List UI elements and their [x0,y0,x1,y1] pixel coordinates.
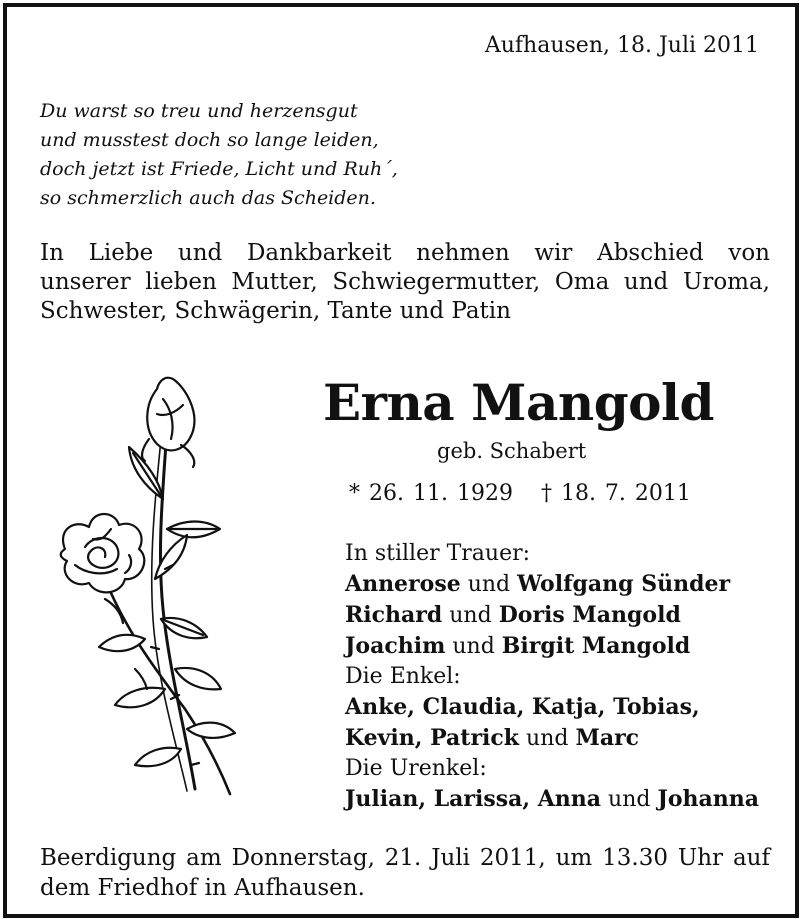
place-date: Aufhausen, 18. Juli 2011 [484,33,759,58]
intro-text [40,239,770,326]
funeral-line: Beerdigung am Donnerstag, 21. Juli 2011, um 13.30 Uhr auf [40,845,770,871]
mourner-name: Richard [345,602,443,628]
conjunction: und [526,726,569,751]
mourner-line [345,631,759,662]
intro-line: In Liebe und Dankbarkeit nehmen wir Abschied von [40,240,770,266]
poem-line: Du warst so treu und herzensgut [40,100,358,122]
mourner-name: Annerose [345,571,461,597]
maiden-name: geb. Schabert [437,439,587,463]
poem [40,97,398,213]
funeral-notice [40,843,770,903]
mourner-name: Anke, Claudia, Katja, Tobias, [345,694,700,720]
mourner-name: Kevin, Patrick [345,725,520,751]
poem-line: so schmerzlich auch das Scheiden. [40,187,376,209]
conjunction: und [608,787,651,812]
mourner-line [345,692,759,723]
conjunction: und [449,603,492,628]
conjunction: und [467,572,511,597]
birth-date: * 26. 11. 1929 [349,481,513,506]
poem-line: und musstest doch so lange leiden, [40,129,379,151]
mourner-line [345,600,759,631]
mourner-line [345,723,759,754]
poem-line: doch jetzt ist Friede, Licht und Ruh´, [40,158,398,180]
mourner-name: Julian, Larissa, Anna [345,786,602,812]
mourner-name: Wolfgang Sünder [517,571,731,597]
mourner-name: Johanna [657,786,760,812]
conjunction: und [452,634,495,659]
mourner-name: Joachim [345,633,446,659]
deceased-name: Erna Mangold [323,373,714,432]
obituary-frame [3,3,799,918]
mourner-name: Doris Mangold [498,602,681,628]
mourners-list [345,539,759,815]
mourner-name: Marc [575,725,640,751]
rose-illustration [45,369,245,799]
mourner-line [345,784,759,815]
mourner-name: Birgit Mangold [501,633,691,659]
intro-line: unserer lieben Mutter, Schwiegermutter, Oma und Uroma, [40,269,770,295]
mourner-line [345,569,759,600]
mourners-heading: In stiller Trauer: [345,541,531,566]
intro-line: Schwester, Schwägerin, Tante und Patin [40,298,511,324]
grandchildren-heading: Die Enkel: [345,664,461,689]
death-date: † 18. 7. 2011 [540,481,691,506]
life-dates [349,481,691,506]
great-grandchildren-heading: Die Urenkel: [345,756,487,781]
funeral-line: dem Friedhof in Aufhausen. [40,875,365,901]
